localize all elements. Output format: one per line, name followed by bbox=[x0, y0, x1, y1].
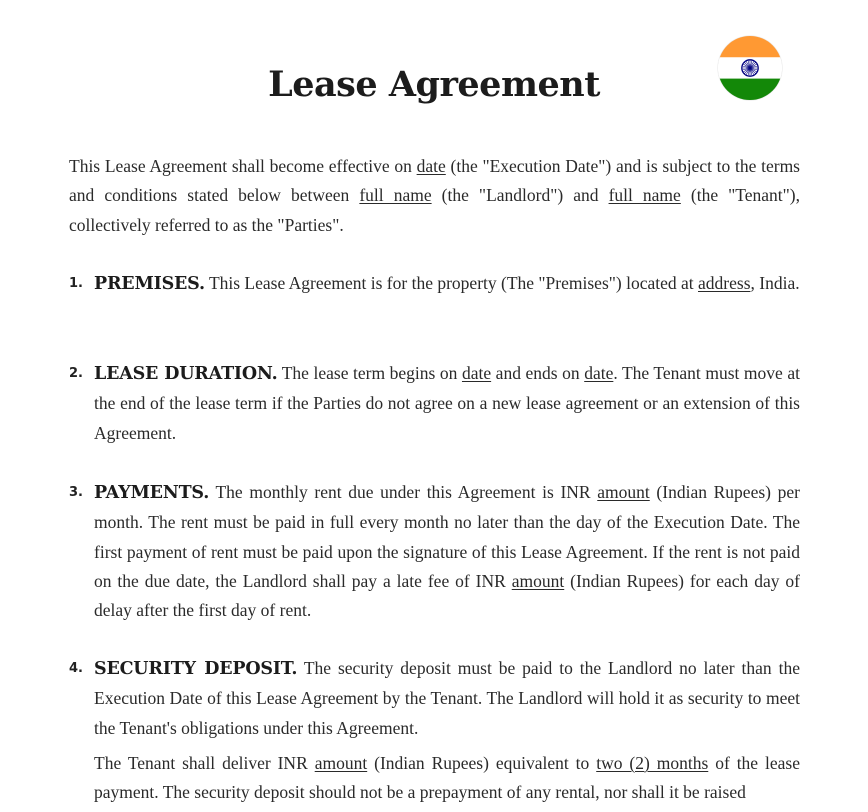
end-date-field[interactable]: date bbox=[584, 363, 614, 383]
clause-text-paragraph-2 bbox=[94, 749, 800, 808]
tenant-name-field[interactable]: full name bbox=[608, 185, 681, 206]
clause-number: 3. bbox=[69, 485, 83, 500]
address-field[interactable]: address bbox=[698, 273, 751, 293]
clause-text-3: (Indian Rupees) equivalent to bbox=[367, 752, 597, 773]
clause-number: 2. bbox=[69, 366, 83, 381]
clause-text bbox=[94, 359, 800, 448]
clause-text bbox=[94, 654, 800, 743]
intro-paragraph bbox=[69, 152, 800, 240]
start-date-field[interactable]: date bbox=[461, 363, 492, 383]
rent-amount-field[interactable]: amount bbox=[597, 482, 650, 502]
intro-text-4: (the "Tenant"), collectively referred to as the "Parties". bbox=[69, 185, 800, 235]
clause-heading: LEASE DURATION. bbox=[94, 364, 278, 384]
clause-heading: SECURITY DEPOSIT. bbox=[94, 659, 298, 679]
clause-text-2: (Indian Rupees) per month. The rent must be paid in full every month no later than the day of the Execution Date. The first payment of rent must be paid upon the signature of this Lease Agreement. If the rent is not paid on the due date, the Landlord shall pay a late fee of INR bbox=[94, 482, 800, 591]
late-fee-amount-field[interactable]: amount bbox=[511, 570, 565, 591]
execution-date-field[interactable]: date bbox=[416, 156, 446, 176]
clause-lease-duration bbox=[69, 359, 800, 448]
clause-text-4: of the lease payment. The security deposit should not be a prepayment of any rental, nor shall it be raised bbox=[94, 752, 800, 803]
clause-text-1: The monthly rent due under this Agreement is INR bbox=[209, 482, 598, 502]
document-title: Lease Agreement bbox=[268, 64, 600, 105]
deposit-months-field[interactable]: two (2) months bbox=[596, 752, 709, 773]
flag-saffron-band bbox=[718, 36, 782, 57]
clause-premises bbox=[69, 269, 800, 299]
clause-text-2: , India. bbox=[750, 273, 800, 293]
clause-security-deposit bbox=[69, 654, 800, 807]
clause-payments bbox=[69, 478, 800, 625]
clause-text bbox=[94, 478, 800, 625]
clause-text-3: (Indian Rupees) for each day of delay after the first day of rent. bbox=[94, 570, 801, 621]
clause-number: 4. bbox=[69, 661, 83, 676]
clause-text-1: This Lease Agreement is for the property (The "Premises") located at bbox=[204, 273, 699, 293]
clause-text-2: and ends on bbox=[491, 363, 585, 383]
clause-heading: PAYMENTS. bbox=[94, 483, 210, 503]
clause-text-2: The Tenant shall deliver INR bbox=[94, 752, 315, 773]
intro-text-3: (the "Landlord") and bbox=[431, 185, 609, 206]
clause-number: 1. bbox=[69, 276, 83, 291]
intro-text-1: This Lease Agreement shall become effective on bbox=[69, 156, 417, 176]
deposit-amount-field[interactable]: amount bbox=[314, 752, 368, 773]
clause-heading: PREMISES. bbox=[94, 274, 205, 294]
landlord-name-field[interactable]: full name bbox=[359, 185, 432, 206]
intro-text-2: (the "Execution Date") and is subject to the terms and conditions stated below between bbox=[69, 156, 800, 206]
clause-text-3: . The Tenant must move at the end of the lease term if the Parties do not agree on a new lease agreement or an extension of this Agreement. bbox=[94, 363, 800, 443]
clause-text-1: The security deposit must be paid to the Landlord no later than the Execution Date of this Lease Agreement by the Tenant. The Landlord will hold it as security to meet the Tenant's obligations under this Agreement. bbox=[94, 658, 800, 738]
clause-text-1: The lease term begins on bbox=[277, 363, 462, 383]
clause-text bbox=[94, 269, 800, 299]
